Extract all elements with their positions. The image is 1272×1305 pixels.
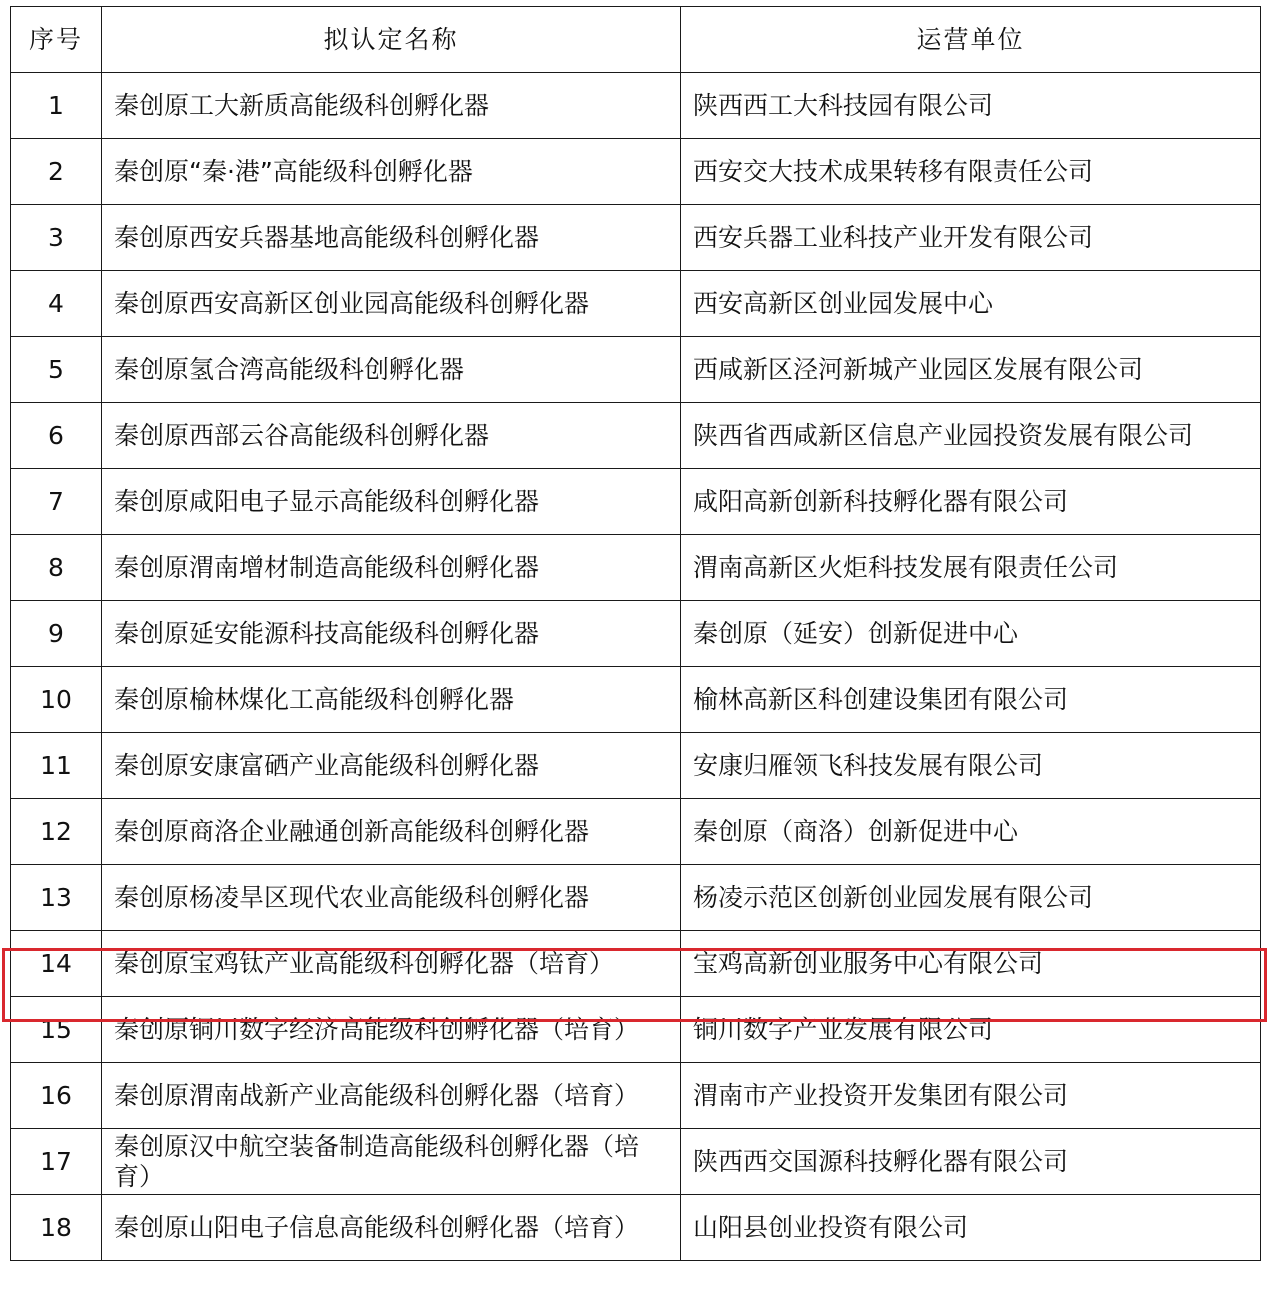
header-row: [11, 7, 1261, 73]
row-index: 1: [11, 73, 102, 139]
incubator-name: 秦创原西安高新区创业园高能级科创孵化器: [102, 271, 681, 337]
incubator-name: 秦创原咸阳电子显示高能级科创孵化器: [102, 469, 681, 535]
incubator-name: 秦创原杨凌旱区现代农业高能级科创孵化器: [102, 865, 681, 931]
row-index: 12: [11, 799, 102, 865]
row-index: 14: [11, 931, 102, 997]
incubator-name: 秦创原宝鸡钛产业高能级科创孵化器（培育）: [102, 931, 681, 997]
table-row: [11, 139, 1261, 205]
row-index: 6: [11, 403, 102, 469]
row-index: 15: [11, 997, 102, 1063]
table-row: [11, 205, 1261, 271]
operating-org: 陕西西工大科技园有限公司: [681, 73, 1261, 139]
operating-org: 陕西省西咸新区信息产业园投资发展有限公司: [681, 403, 1261, 469]
table-row: [11, 403, 1261, 469]
table-row: [11, 601, 1261, 667]
incubator-name: 秦创原渭南战新产业高能级科创孵化器（培育）: [102, 1063, 681, 1129]
incubator-name: 秦创原山阳电子信息高能级科创孵化器（培育）: [102, 1195, 681, 1261]
operating-org: 西安交大技术成果转移有限责任公司: [681, 139, 1261, 205]
incubator-name: 秦创原延安能源科技高能级科创孵化器: [102, 601, 681, 667]
row-index: 11: [11, 733, 102, 799]
row-index: 2: [11, 139, 102, 205]
table-row: [11, 73, 1261, 139]
table-row: [11, 799, 1261, 865]
incubator-name: 秦创原“秦·港”高能级科创孵化器: [102, 139, 681, 205]
incubator-name: 秦创原西部云谷高能级科创孵化器: [102, 403, 681, 469]
incubator-name: 秦创原汉中航空装备制造高能级科创孵化器（培育）: [102, 1129, 681, 1195]
operating-org: 渭南市产业投资开发集团有限公司: [681, 1063, 1261, 1129]
incubator-name: 秦创原工大新质高能级科创孵化器: [102, 73, 681, 139]
header-name: 拟认定名称: [102, 7, 681, 73]
table-header: [11, 7, 1261, 73]
row-index: 3: [11, 205, 102, 271]
operating-org: 西安兵器工业科技产业开发有限公司: [681, 205, 1261, 271]
table-row: [11, 535, 1261, 601]
incubator-name: 秦创原渭南增材制造高能级科创孵化器: [102, 535, 681, 601]
operating-org: 渭南高新区火炬科技发展有限责任公司: [681, 535, 1261, 601]
operating-org: 秦创原（商洛）创新促进中心: [681, 799, 1261, 865]
table-row: [11, 469, 1261, 535]
operating-org: 宝鸡高新创业服务中心有限公司: [681, 931, 1261, 997]
operating-org: 榆林高新区科创建设集团有限公司: [681, 667, 1261, 733]
incubator-name: 秦创原榆林煤化工高能级科创孵化器: [102, 667, 681, 733]
incubator-name: 秦创原铜川数字经济高能级科创孵化器（培育）: [102, 997, 681, 1063]
table-row-highlighted: [11, 931, 1261, 997]
row-index: 5: [11, 337, 102, 403]
header-org: 运营单位: [681, 7, 1261, 73]
row-index: 10: [11, 667, 102, 733]
incubator-name: 秦创原西安兵器基地高能级科创孵化器: [102, 205, 681, 271]
incubator-table: [10, 6, 1261, 1261]
table-row: [11, 337, 1261, 403]
row-index: 8: [11, 535, 102, 601]
incubator-name: 秦创原氢合湾高能级科创孵化器: [102, 337, 681, 403]
header-index: 序号: [11, 7, 102, 73]
incubator-name: 秦创原安康富硒产业高能级科创孵化器: [102, 733, 681, 799]
incubator-table-container: [10, 6, 1260, 1261]
operating-org: 咸阳高新创新科技孵化器有限公司: [681, 469, 1261, 535]
operating-org: 安康归雁领飞科技发展有限公司: [681, 733, 1261, 799]
operating-org: 西安高新区创业园发展中心: [681, 271, 1261, 337]
table-row: [11, 667, 1261, 733]
row-index: 13: [11, 865, 102, 931]
operating-org: 陕西西交国源科技孵化器有限公司: [681, 1129, 1261, 1195]
table-row: [11, 865, 1261, 931]
table-row: [11, 1063, 1261, 1129]
row-index: 4: [11, 271, 102, 337]
table-body: [11, 73, 1261, 1261]
row-index: 17: [11, 1129, 102, 1195]
row-index: 7: [11, 469, 102, 535]
operating-org: 山阳县创业投资有限公司: [681, 1195, 1261, 1261]
table-row: [11, 271, 1261, 337]
operating-org: 铜川数字产业发展有限公司: [681, 997, 1261, 1063]
table-row: [11, 733, 1261, 799]
incubator-name: 秦创原商洛企业融通创新高能级科创孵化器: [102, 799, 681, 865]
table-row: [11, 1129, 1261, 1195]
operating-org: 西咸新区泾河新城产业园区发展有限公司: [681, 337, 1261, 403]
row-index: 16: [11, 1063, 102, 1129]
row-index: 18: [11, 1195, 102, 1261]
row-index: 9: [11, 601, 102, 667]
table-row: [11, 1195, 1261, 1261]
operating-org: 秦创原（延安）创新促进中心: [681, 601, 1261, 667]
operating-org: 杨凌示范区创新创业园发展有限公司: [681, 865, 1261, 931]
table-row: [11, 997, 1261, 1063]
